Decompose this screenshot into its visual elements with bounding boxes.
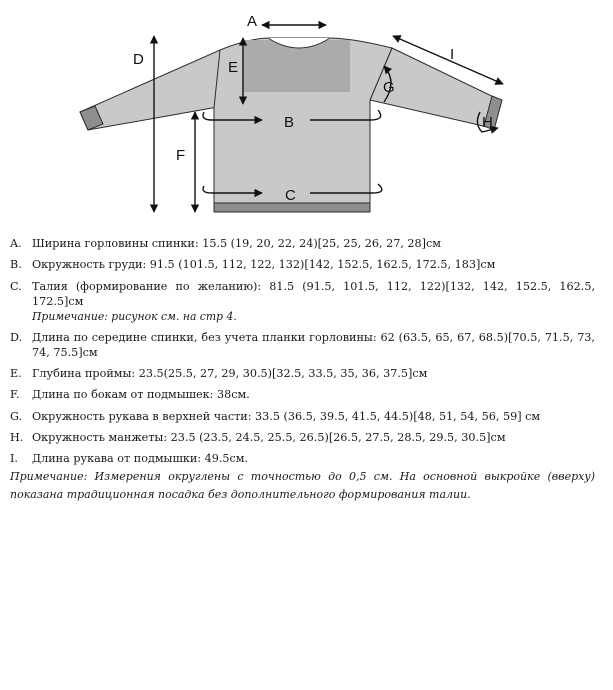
measurement-row [10,409,595,424]
measurement-key: H. [10,431,24,445]
measurement-text: Длина рукава от подмышки: 49.5см. [32,452,249,466]
measurement-text: Окружность рукава в верхней части: 33.5 (36.5, 39.5, 41.5, 44.5)[48, 51, 54, 56, 59] см [32,409,541,423]
measurement-row [10,330,595,360]
measurement-subnote: Примечание: рисунок см. на стр 4. [32,309,237,323]
measurement-key: C. [10,279,22,293]
line-b-curl-right [370,110,381,120]
measurement-list [10,236,595,473]
label-e: E [228,59,239,76]
measurement-key: E. [10,367,22,381]
measurement-key: A. [10,237,22,250]
hem-ribbing [214,203,370,212]
measurement-text: Ширина горловины спинки: 15.5 (19, 20, 22, 24)[25, 25, 26, 27, 28]см [32,237,442,250]
sweater-schematic [0,0,613,236]
label-i: I [450,46,455,63]
measurement-text: Окружность груди: 91.5 (101.5, 112, 122, 132)[142, 152.5, 162.5, 172.5, 183]см [32,258,496,272]
label-b: B [284,114,295,131]
line-c-curl-left [203,186,212,193]
measurement-row [10,366,595,381]
measurement-row [10,451,595,466]
measurement-row [10,236,595,251]
measurement-key: D. [10,330,23,344]
measurement-key: B. [10,258,22,272]
measurement-key: I. [10,452,18,466]
label-f: F [176,147,186,164]
measurement-text: Талия (формирование по желанию): 81.5 (91.5, 101.5, 112, 122)[132, 142, 152.5, 162.5, 172.5]см [32,279,595,308]
line-c-curl-right [372,184,382,193]
label-c: C [285,187,296,204]
label-a: A [247,13,258,30]
label-h: H [482,114,493,131]
measurement-text: Окружность манжеты: 23.5 (23.5, 24.5, 25.5, 26.5)[26.5, 27.5, 28.5, 29.5, 30.5]см [32,431,506,445]
measurement-row [10,430,595,445]
label-g: G [383,79,395,96]
measurement-row [10,279,595,324]
line-b-curl-left [203,112,212,120]
measurement-row [10,257,595,272]
measurement-key: G. [10,409,23,423]
label-d: D [133,51,144,68]
measurement-text: Длина по бокам от подмышек: 38см. [32,388,250,402]
footnote: Примечание: Измерения округлены с точностью до 0,5 см. На основной выкройке (вверху) показана традиционная посадка без дополнительного формирования талии. [10,470,595,501]
measurement-key: F. [10,388,20,402]
measurement-text: Длина по середине спинки, без учета планки горловины: 62 (63.5, 65, 67, 68.5)[70.5, 71.5, 73, 74, 75.5]см [32,330,595,359]
measurement-row [10,387,595,402]
measurement-text: Глубина проймы: 23.5(25.5, 27, 29, 30.5)[32.5, 33.5, 35, 36, 37.5]см [32,367,428,381]
